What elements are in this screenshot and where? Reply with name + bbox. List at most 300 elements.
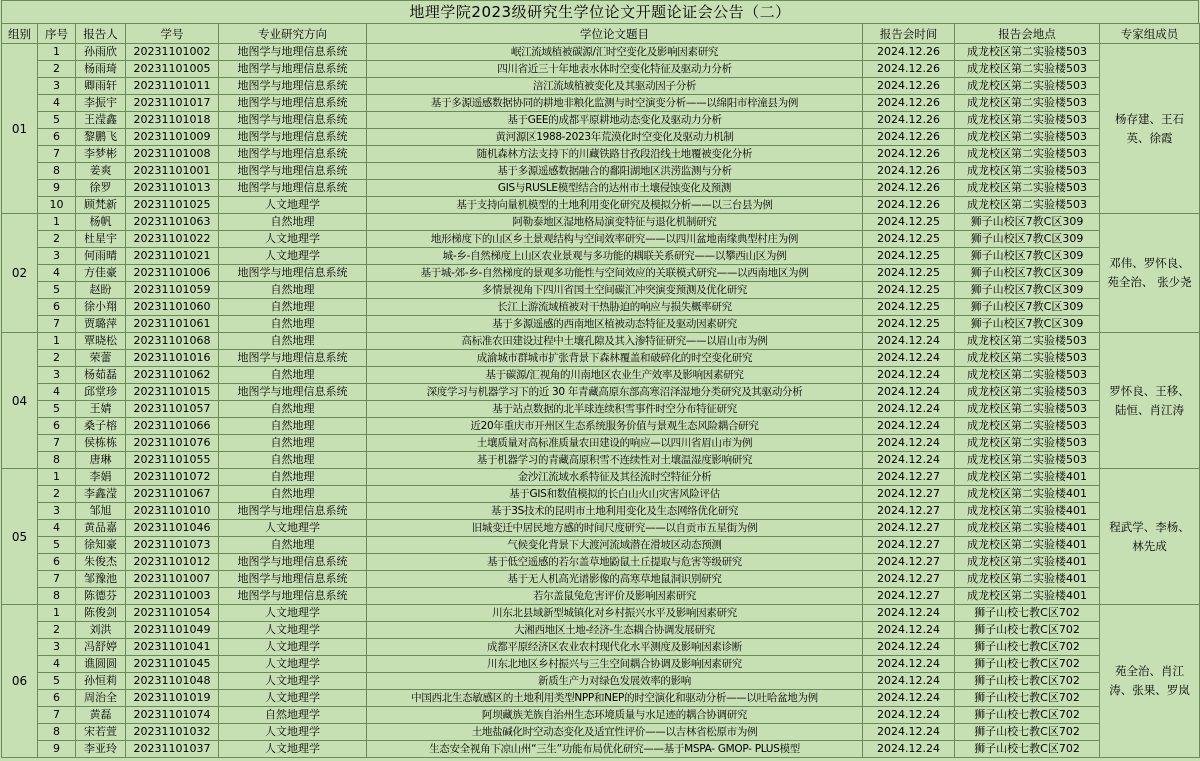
table-row [2,231,1200,248]
table-row [2,741,1200,758]
seq-cell: 1 [38,214,76,231]
table-row [2,554,1200,571]
student-id-cell: 20231101012 [126,554,219,571]
time-cell: 2024.12.24 [863,384,955,401]
seq-cell: 9 [38,741,76,758]
table-row [2,690,1200,707]
location-cell: 狮子山校区7教C区309 [955,316,1100,333]
major-cell: 地图学与地理信息系统 [219,571,367,588]
time-cell: 2024.12.24 [863,690,955,707]
seq-cell: 1 [38,605,76,622]
reporter-cell: 邱堂珍 [76,384,126,401]
topic-cell: 四川省近三十年地表水体时空变化特征及驱动力分析 [367,61,863,78]
seq-cell: 3 [38,503,76,520]
reporter-cell: 侯栋栋 [76,435,126,452]
major-cell: 人文地理学 [219,197,367,214]
location-cell: 成龙校区第二实验楼503 [955,435,1100,452]
student-id-cell: 20231101022 [126,231,219,248]
topic-cell: 大湘西地区土地-经济-生态耦合协调发展研究 [367,622,863,639]
seq-cell: 8 [38,724,76,741]
page-title: 地理学院2023级研究生学位论文开题论证会公告（二） [1,0,1199,23]
table-row [2,588,1200,605]
topic-cell: 多情景视角下四川省国土空间碳汇冲突演变预测及优化研究 [367,282,863,299]
student-id-cell: 20231101054 [126,605,219,622]
table-row [2,452,1200,469]
seq-cell: 5 [38,537,76,554]
location-cell: 成龙校区第二实验楼401 [955,554,1100,571]
major-cell: 地图学与地理信息系统 [219,503,367,520]
seq-cell: 5 [38,401,76,418]
experts-cell: 杨存建、王石英、徐霞 [1100,44,1200,214]
reporter-cell: 荣蕾 [76,350,126,367]
location-cell: 成龙校区第二实验楼503 [955,129,1100,146]
group-cell: 02 [2,214,38,333]
time-cell: 2024.12.27 [863,554,955,571]
topic-cell: 黄河源区1988-2023年荒漠化时空变化及驱动力机制 [367,129,863,146]
reporter-cell: 邹旭 [76,503,126,520]
student-id-cell: 20231101016 [126,350,219,367]
reporter-cell: 李娟 [76,469,126,486]
time-cell: 2024.12.24 [863,622,955,639]
topic-cell: 川东北县域新型城镇化对乡村振兴水平及影响因素研究 [367,605,863,622]
major-cell: 地图学与地理信息系统 [219,129,367,146]
reporter-cell: 顾梵新 [76,197,126,214]
topic-cell: 岷江流域植被碳源/汇时空变化及影响因素研究 [367,44,863,61]
table-row [2,673,1200,690]
topic-cell: 旧城变迁中居民地方感的时间尺度研究——以自贡市五星街为例 [367,520,863,537]
topic-cell: 土壤质量对高标准质量农田建设的响应—以四川省眉山市为例 [367,435,863,452]
student-id-cell: 20231101055 [126,452,219,469]
seq-cell: 1 [38,469,76,486]
location-cell: 成龙校区第二实验楼401 [955,537,1100,554]
time-cell: 2024.12.25 [863,282,955,299]
student-id-cell: 20231101074 [126,707,219,724]
time-cell: 2024.12.25 [863,231,955,248]
topic-cell: 地形梯度下的山区乡土景观结构与空间效率研究——以四川盆地南缘典型村庄为例 [367,231,863,248]
student-id-cell: 20231101021 [126,248,219,265]
time-cell: 2024.12.24 [863,605,955,622]
table-row [2,537,1200,554]
major-cell: 地图学与地理信息系统 [219,146,367,163]
table-row [2,197,1200,214]
major-cell: 地图学与地理信息系统 [219,163,367,180]
major-cell: 自然地理 [219,282,367,299]
experts-header: 专家组成员 [1100,24,1200,44]
seq-cell: 6 [38,554,76,571]
table-row [2,180,1200,197]
student-id-cell: 20231101008 [126,146,219,163]
location-cell: 成龙校区第二实验楼503 [955,350,1100,367]
reporter-cell: 贾璐萍 [76,316,126,333]
topic-cell: 成渝城市群城市扩张背景下森林覆盖和破碎化的时空变化研究 [367,350,863,367]
time-cell: 2024.12.24 [863,435,955,452]
time-cell: 2024.12.24 [863,639,955,656]
table-row [2,214,1200,231]
time-cell: 2024.12.27 [863,503,955,520]
table-body [2,44,1200,758]
student-id-cell: 20231101049 [126,622,219,639]
table-row [2,350,1200,367]
time-cell: 2024.12.24 [863,367,955,384]
seq-cell: 7 [38,707,76,724]
location-cell: 狮子山校七教C区702 [955,605,1100,622]
header-row [2,24,1200,44]
location-cell: 成龙校区第二实验楼401 [955,588,1100,605]
student-id-cell: 20231101066 [126,418,219,435]
student-id-cell: 20231101025 [126,197,219,214]
reporter-cell: 陈德芬 [76,588,126,605]
topic-cell: 基于多源遥感数据协同的耕地非粮化监测与时空演变分析——以绵阳市梓潼县为例 [367,95,863,112]
reporter-cell: 杜星宇 [76,231,126,248]
topic-cell: 中国西北生态敏感区的土地利用类型NPP和NEP的时空演化和驱动分析——以吐哈盆地为例 [367,690,863,707]
location-cell: 成龙校区第二实验楼401 [955,520,1100,537]
student-id-cell: 20231101068 [126,333,219,350]
major-cell: 人文地理学 [219,622,367,639]
location-header: 报告会地点 [955,24,1100,44]
table-row [2,503,1200,520]
student-id-cell: 20231101002 [126,44,219,61]
seq-cell: 5 [38,112,76,129]
major-cell: 自然地理 [219,401,367,418]
time-cell: 2024.12.25 [863,299,955,316]
reporter-cell: 谯圆圆 [76,656,126,673]
reporter-cell: 陈俊剑 [76,605,126,622]
major-cell: 人文地理学 [219,248,367,265]
location-cell: 成龙校区第二实验楼503 [955,78,1100,95]
location-cell: 狮子山校七教C区702 [955,622,1100,639]
table-row [2,571,1200,588]
topic-cell: 长江上游流域植被对干热胁迫的响应与损失概率研究 [367,299,863,316]
seq-cell: 7 [38,571,76,588]
time-cell: 2024.12.26 [863,44,955,61]
reporter-cell: 徐知豪 [76,537,126,554]
table-row [2,112,1200,129]
location-cell: 狮子山校七教C区702 [955,690,1100,707]
table-row [2,401,1200,418]
table-row [2,95,1200,112]
reporter-cell: 王婧 [76,401,126,418]
seq-cell: 7 [38,146,76,163]
seq-cell: 9 [38,180,76,197]
topic-cell: 基于低空遥感的若尔盖草地鼢鼠土丘提取与危害等级研究 [367,554,863,571]
major-cell: 自然地理 [219,486,367,503]
time-header: 报告会时间 [863,24,955,44]
group-header: 组别 [2,24,38,44]
student-id-cell: 20231101059 [126,282,219,299]
location-cell: 狮子山校七教C区702 [955,724,1100,741]
location-cell: 成龙校区第二实验楼401 [955,486,1100,503]
seq-cell: 3 [38,248,76,265]
major-cell: 自然地理 [219,435,367,452]
major-cell: 自然地理 [219,418,367,435]
major-cell: 自然地理 [219,333,367,350]
table-row [2,435,1200,452]
time-cell: 2024.12.24 [863,452,955,469]
seq-cell: 6 [38,690,76,707]
table-row [2,316,1200,333]
time-cell: 2024.12.25 [863,265,955,282]
student-id-cell: 20231101011 [126,78,219,95]
time-cell: 2024.12.24 [863,418,955,435]
location-cell: 狮子山校区7教C区309 [955,231,1100,248]
reporter-cell: 黄品嘉 [76,520,126,537]
major-cell: 地图学与地理信息系统 [219,44,367,61]
seq-cell: 3 [38,367,76,384]
seq-cell: 1 [38,44,76,61]
table-row [2,707,1200,724]
time-cell: 2024.12.27 [863,520,955,537]
seq-cell: 6 [38,418,76,435]
location-cell: 成龙校区第二实验楼503 [955,95,1100,112]
major-cell: 自然地理 [219,299,367,316]
major-cell: 地图学与地理信息系统 [219,384,367,401]
reporter-cell: 周治全 [76,690,126,707]
location-cell: 狮子山校七教C区702 [955,656,1100,673]
table-row [2,469,1200,486]
topic-cell: 基于无人机高光谱影像的高寒草地鼠洞识别研究 [367,571,863,588]
table-row [2,299,1200,316]
time-cell: 2024.12.27 [863,486,955,503]
location-cell: 成龙校区第二实验楼503 [955,61,1100,78]
reporter-cell: 李鑫滢 [76,486,126,503]
reporter-cell: 李振宇 [76,95,126,112]
major-cell: 自然地理 [219,316,367,333]
reporter-cell: 唐琳 [76,452,126,469]
student-id-cell: 20231101019 [126,690,219,707]
table-row [2,384,1200,401]
seq-cell: 2 [38,61,76,78]
major-cell: 地图学与地理信息系统 [219,61,367,78]
location-cell: 成龙校区第二实验楼503 [955,418,1100,435]
reporter-cell: 姜爽 [76,163,126,180]
reporter-cell: 刘洪 [76,622,126,639]
location-cell: 成龙校区第二实验楼503 [955,452,1100,469]
table-row [2,163,1200,180]
topic-cell: 阿坝藏族羌族自治州生态环境质量与水足迹的耦合协调研究 [367,707,863,724]
major-cell: 自然地理 [219,367,367,384]
major-cell: 人文地理学 [219,605,367,622]
time-cell: 2024.12.24 [863,656,955,673]
reporter-cell: 朱俊杰 [76,554,126,571]
table-row [2,520,1200,537]
table-row [2,656,1200,673]
location-cell: 成龙校区第二实验楼503 [955,333,1100,350]
time-cell: 2024.12.27 [863,588,955,605]
topic-cell: 基于多源遥感数据融合的鄱阳湖地区洪涝监测与分析 [367,163,863,180]
major-cell: 地图学与地理信息系统 [219,554,367,571]
reporter-cell: 宋若萱 [76,724,126,741]
time-cell: 2024.12.27 [863,537,955,554]
student-id-cell: 20231101013 [126,180,219,197]
seq-cell: 4 [38,520,76,537]
location-cell: 成龙校区第二实验楼503 [955,401,1100,418]
major-cell: 地图学与地理信息系统 [219,350,367,367]
student-id-cell: 20231101009 [126,129,219,146]
table-row [2,622,1200,639]
location-cell: 成龙校区第二实验楼401 [955,503,1100,520]
announcement-sheet [1,0,1199,758]
topic-cell: 川东北地区乡村振兴与三生空间耦合协调及影响因素研究 [367,656,863,673]
reporter-cell: 邹豫池 [76,571,126,588]
table-row [2,248,1200,265]
student-id-cell: 20231101067 [126,486,219,503]
major-cell: 地图学与地理信息系统 [219,588,367,605]
student-id-cell: 20231101062 [126,367,219,384]
reporter-cell: 黎鹏飞 [76,129,126,146]
topic-header: 学位论文题目 [367,24,863,44]
time-cell: 2024.12.26 [863,61,955,78]
major-cell: 人文地理学 [219,231,367,248]
topic-cell: 涪江流域植被变化及其驱动因子分析 [367,78,863,95]
time-cell: 2024.12.24 [863,741,955,758]
reporter-cell: 卿雨轩 [76,78,126,95]
reporter-cell: 李梦彬 [76,146,126,163]
major-cell: 人文地理学 [219,724,367,741]
reporter-cell: 王滢鑫 [76,112,126,129]
seq-cell: 2 [38,231,76,248]
location-cell: 成龙校区第二实验楼503 [955,367,1100,384]
student-id-cell: 20231101063 [126,214,219,231]
location-cell: 成龙校区第二实验楼503 [955,197,1100,214]
topic-cell: 金沙江流域水系特征及其径流时空特征分析 [367,469,863,486]
topic-cell: 近20年重庆市开州区生态系统服务价值与景观生态风险耦合研究 [367,418,863,435]
student-id-cell: 20231101001 [126,163,219,180]
reporter-cell: 覃晓松 [76,333,126,350]
location-cell: 狮子山校区7教C区309 [955,299,1100,316]
reporter-cell: 徐小翔 [76,299,126,316]
experts-cell: 苑全治、肖江涛、张果、罗岚 [1100,605,1200,758]
schedule-table [1,23,1200,758]
major-cell: 地图学与地理信息系统 [219,265,367,282]
location-cell: 狮子山校区7教C区309 [955,265,1100,282]
major-cell: 自然地理 [219,537,367,554]
major-header: 专业研究方向 [219,24,367,44]
seq-cell: 1 [38,333,76,350]
topic-cell: 随机森林方法支持下的川藏铁路甘孜段沿线土地覆被变化分析 [367,146,863,163]
experts-cell: 邓伟、罗怀良、苑全治、 张少尧 [1100,214,1200,333]
major-cell: 地图学与地理信息系统 [219,95,367,112]
time-cell: 2024.12.26 [863,197,955,214]
student-id-cell: 20231101057 [126,401,219,418]
topic-cell: 生态安全视角下凉山州“三生”功能布局优化研究——基于MSPA- GMOP- PLUS模型 [367,741,863,758]
time-cell: 2024.12.26 [863,95,955,112]
major-cell: 人文地理学 [219,520,367,537]
time-cell: 2024.12.26 [863,146,955,163]
major-cell: 自然地理 [219,214,367,231]
time-cell: 2024.12.25 [863,316,955,333]
seq-cell: 2 [38,486,76,503]
student-id-cell: 20231101005 [126,61,219,78]
seq-cell: 6 [38,299,76,316]
reporter-cell: 杨帆 [76,214,126,231]
student-id-cell: 20231101060 [126,299,219,316]
seq-cell: 7 [38,316,76,333]
student-id-header: 学号 [126,24,219,44]
table-row [2,129,1200,146]
student-id-cell: 20231101032 [126,724,219,741]
seq-cell: 8 [38,452,76,469]
group-cell: 06 [2,605,38,758]
seq-cell: 3 [38,78,76,95]
location-cell: 成龙校区第二实验楼503 [955,112,1100,129]
experts-cell: 程武学、李杨、林先成 [1100,469,1200,605]
major-cell: 自然地理 [219,469,367,486]
location-cell: 狮子山校区7教C区309 [955,282,1100,299]
student-id-cell: 20231101041 [126,639,219,656]
reporter-cell: 方佳豪 [76,265,126,282]
reporter-cell: 杨雨琦 [76,61,126,78]
student-id-cell: 20231101037 [126,741,219,758]
reporter-cell: 何雨晴 [76,248,126,265]
location-cell: 成龙校区第二实验楼401 [955,469,1100,486]
seq-cell: 10 [38,197,76,214]
time-cell: 2024.12.24 [863,707,955,724]
location-cell: 成龙校区第二实验楼503 [955,384,1100,401]
topic-cell: 基于碳源/汇视角的川南地区农业生产效率及影响因素研究 [367,367,863,384]
major-cell: 地图学与地理信息系统 [219,112,367,129]
student-id-cell: 20231101003 [126,588,219,605]
major-cell: 人文地理学 [219,656,367,673]
location-cell: 狮子山校七教C区702 [955,673,1100,690]
group-cell: 04 [2,333,38,469]
student-id-cell: 20231101073 [126,537,219,554]
topic-cell: 基于GEE的成都平原耕地动态变化及驱动力分析 [367,112,863,129]
location-cell: 狮子山校七教C区702 [955,639,1100,656]
seq-cell: 5 [38,673,76,690]
reporter-cell: 杨茹磊 [76,367,126,384]
location-cell: 狮子山校七教C区702 [955,707,1100,724]
student-id-cell: 20231101048 [126,673,219,690]
reporter-cell: 徐罗 [76,180,126,197]
student-id-cell: 20231101007 [126,571,219,588]
time-cell: 2024.12.26 [863,180,955,197]
topic-cell: 土地盐碱化时空动态变化及适宜性评价——以吉林省松原市为例 [367,724,863,741]
topic-cell: 深度学习与机器学习下的近 30 年青藏高原东部高寒沼泽湿地分类研究及其驱动分析 [367,384,863,401]
seq-cell: 2 [38,350,76,367]
location-cell: 狮子山校七教C区702 [955,741,1100,758]
time-cell: 2024.12.24 [863,724,955,741]
major-cell: 地图学与地理信息系统 [219,180,367,197]
student-id-cell: 20231101046 [126,520,219,537]
major-cell: 人文地理学 [219,673,367,690]
seq-cell: 3 [38,639,76,656]
major-cell: 地图学与地理信息系统 [219,78,367,95]
time-cell: 2024.12.26 [863,112,955,129]
location-cell: 成龙校区第二实验楼503 [955,146,1100,163]
student-id-cell: 20231101017 [126,95,219,112]
location-cell: 成龙校区第二实验楼503 [955,163,1100,180]
major-cell: 人文地理学 [219,690,367,707]
table-row [2,367,1200,384]
reporter-cell: 黄磊 [76,707,126,724]
student-id-cell: 20231101045 [126,656,219,673]
seq-header: 序号 [38,24,76,44]
time-cell: 2024.12.25 [863,248,955,265]
reporter-cell: 赵盼 [76,282,126,299]
topic-cell: 成都平原经济区农业农村现代化水平测度及影响因素诊断 [367,639,863,656]
location-cell: 成龙校区第二实验楼503 [955,44,1100,61]
time-cell: 2024.12.24 [863,333,955,350]
table-row [2,44,1200,61]
seq-cell: 4 [38,656,76,673]
seq-cell: 5 [38,282,76,299]
location-cell: 成龙校区第二实验楼401 [955,571,1100,588]
seq-cell: 2 [38,622,76,639]
location-cell: 狮子山校区7教C区309 [955,248,1100,265]
major-cell: 人文地理学 [219,639,367,656]
student-id-cell: 20231101061 [126,316,219,333]
topic-cell: 阿勒泰地区湿地格局演变特征与退化机制研究 [367,214,863,231]
